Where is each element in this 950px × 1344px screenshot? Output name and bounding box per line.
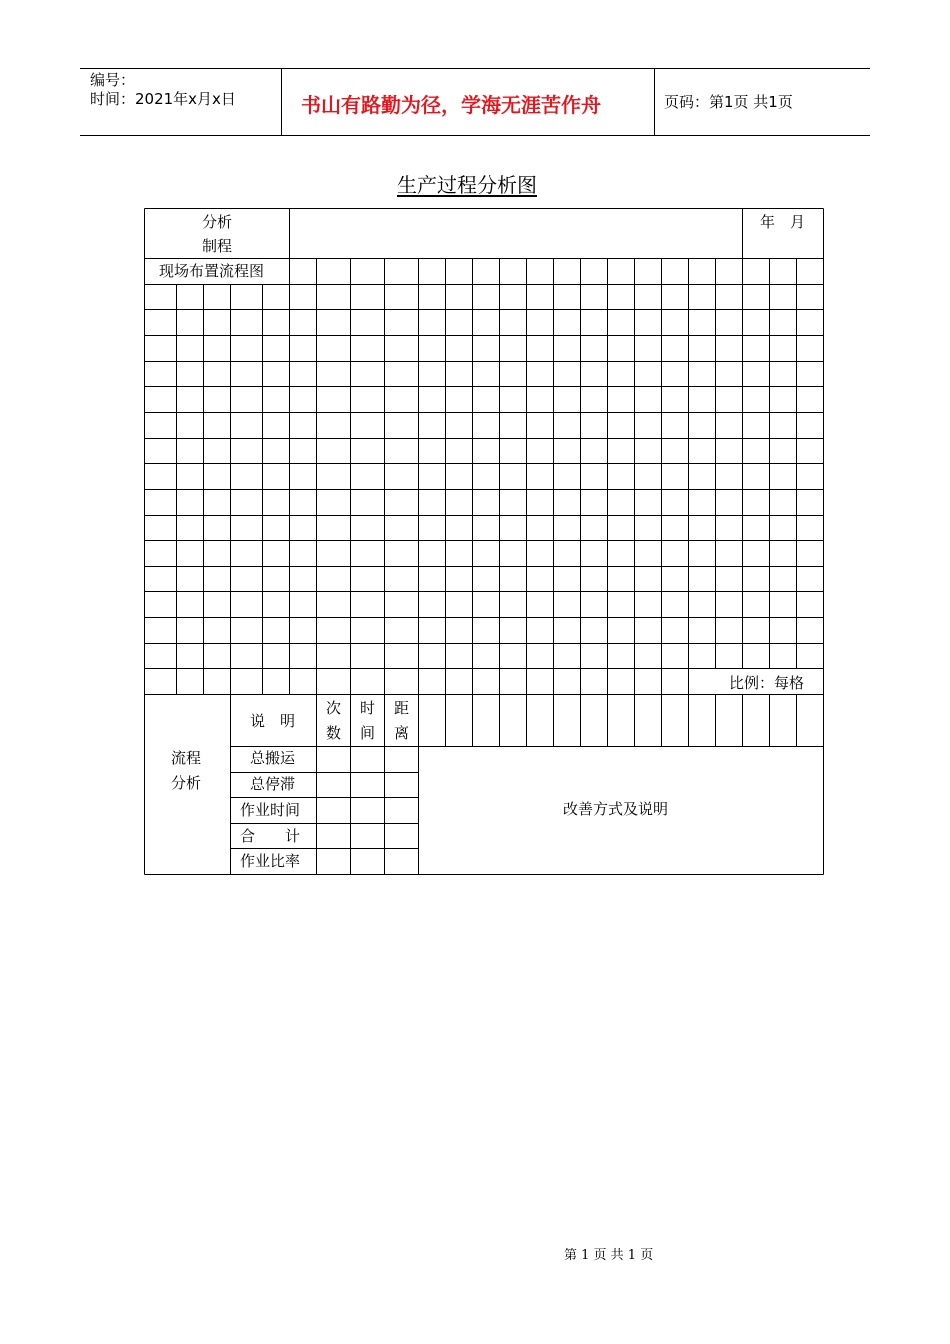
row-work-ratio: 作业比率 [240,852,301,870]
analysis-label-line2: 制程 [202,237,233,255]
row-total-delay: 总停滞 [250,775,296,793]
row-total: 合 计 [240,827,301,845]
row-work-time: 作业时间 [240,801,301,819]
doc-number-label: 编号： [90,71,136,89]
flow-analysis-line1: 流程 [171,749,202,767]
improvement-label: 改善方式及说明 [563,800,669,818]
col-count-line1: 次 [326,699,342,717]
page-title: 生产过程分析图 [397,173,537,197]
col-distance-line2: 离 [394,724,410,742]
col-time-line1: 时 [360,699,376,717]
doc-time-label: 时间：2021年x月x日 [90,90,236,108]
layout-flow-label: 现场布置流程图 [159,262,265,280]
footer-page-number: 第 1 页 共 1 页 [564,1248,654,1263]
col-distance-line1: 距 [394,699,410,717]
page-number-label: 页码：第1页 共1页 [664,93,793,111]
scale-label: 比例：每格 [729,674,805,692]
flow-analysis-line2: 分析 [171,774,202,792]
motto-text: 书山有路勤为径，学海无涯苦作舟 [301,93,601,117]
row-total-transport: 总搬运 [250,749,296,767]
analysis-label-line1: 分析 [202,213,233,231]
col-count-line2: 数 [326,724,342,742]
col-time-line2: 间 [360,724,376,742]
description-label: 说 明 [250,712,296,730]
date-year-month: 年 月 [760,213,806,231]
